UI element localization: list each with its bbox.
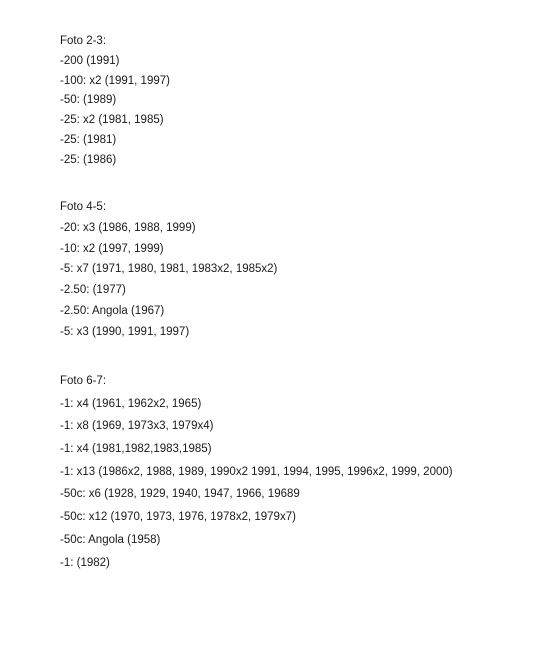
entry-line: -1: x8 (1969, 1973x3, 1979x4): [60, 420, 214, 433]
entry-line: -50c: x6 (1928, 1929, 1940, 1947, 1966, 19689: [60, 488, 300, 501]
entry-line: -1: (1982): [60, 556, 110, 569]
section-foto-2-3: [60, 32, 530, 171]
entry-line: -20: x3 (1986, 1988, 1999): [60, 221, 196, 234]
section-heading: Foto 4-5:: [60, 201, 107, 213]
entry-line: -25: x2 (1981, 1985): [60, 114, 164, 127]
entry-line: -1: x4 (1961, 1962x2, 1965): [60, 397, 202, 410]
entry-line: -25: (1986): [60, 153, 117, 166]
entry-line: -2.50: (1977): [60, 284, 126, 297]
entry-line: -25: (1981): [60, 133, 117, 146]
entry-line: -10: x2 (1997, 1999): [60, 242, 164, 255]
entry-line: -50c: Angola (1958): [60, 533, 161, 546]
entry-line: -50c: x12 (1970, 1973, 1976, 1978x2, 1979x7): [60, 511, 296, 524]
entry-line: -100: x2 (1991, 1997): [60, 74, 170, 87]
entry-line: -5: x7 (1971, 1980, 1981, 1983x2, 1985x2): [60, 263, 278, 276]
section-foto-6-7: [60, 370, 530, 574]
entry-line: -2.50: Angola (1967): [60, 304, 165, 317]
entry-line: -5: x3 (1990, 1991, 1997): [60, 325, 190, 338]
section-heading: Foto 2-3:: [60, 35, 107, 47]
entry-line: -200 (1991): [60, 54, 120, 67]
entry-line: -50: (1989): [60, 94, 117, 107]
entry-line: -1: x13 (1986x2, 1988, 1989, 1990x2 1991, 1994, 1995, 1996x2, 1999, 2000): [60, 465, 453, 478]
entry-line: -1: x4 (1981,1982,1983,1985): [60, 443, 212, 456]
section-heading: Foto 6-7:: [60, 375, 107, 387]
section-foto-4-5: [60, 197, 530, 343]
